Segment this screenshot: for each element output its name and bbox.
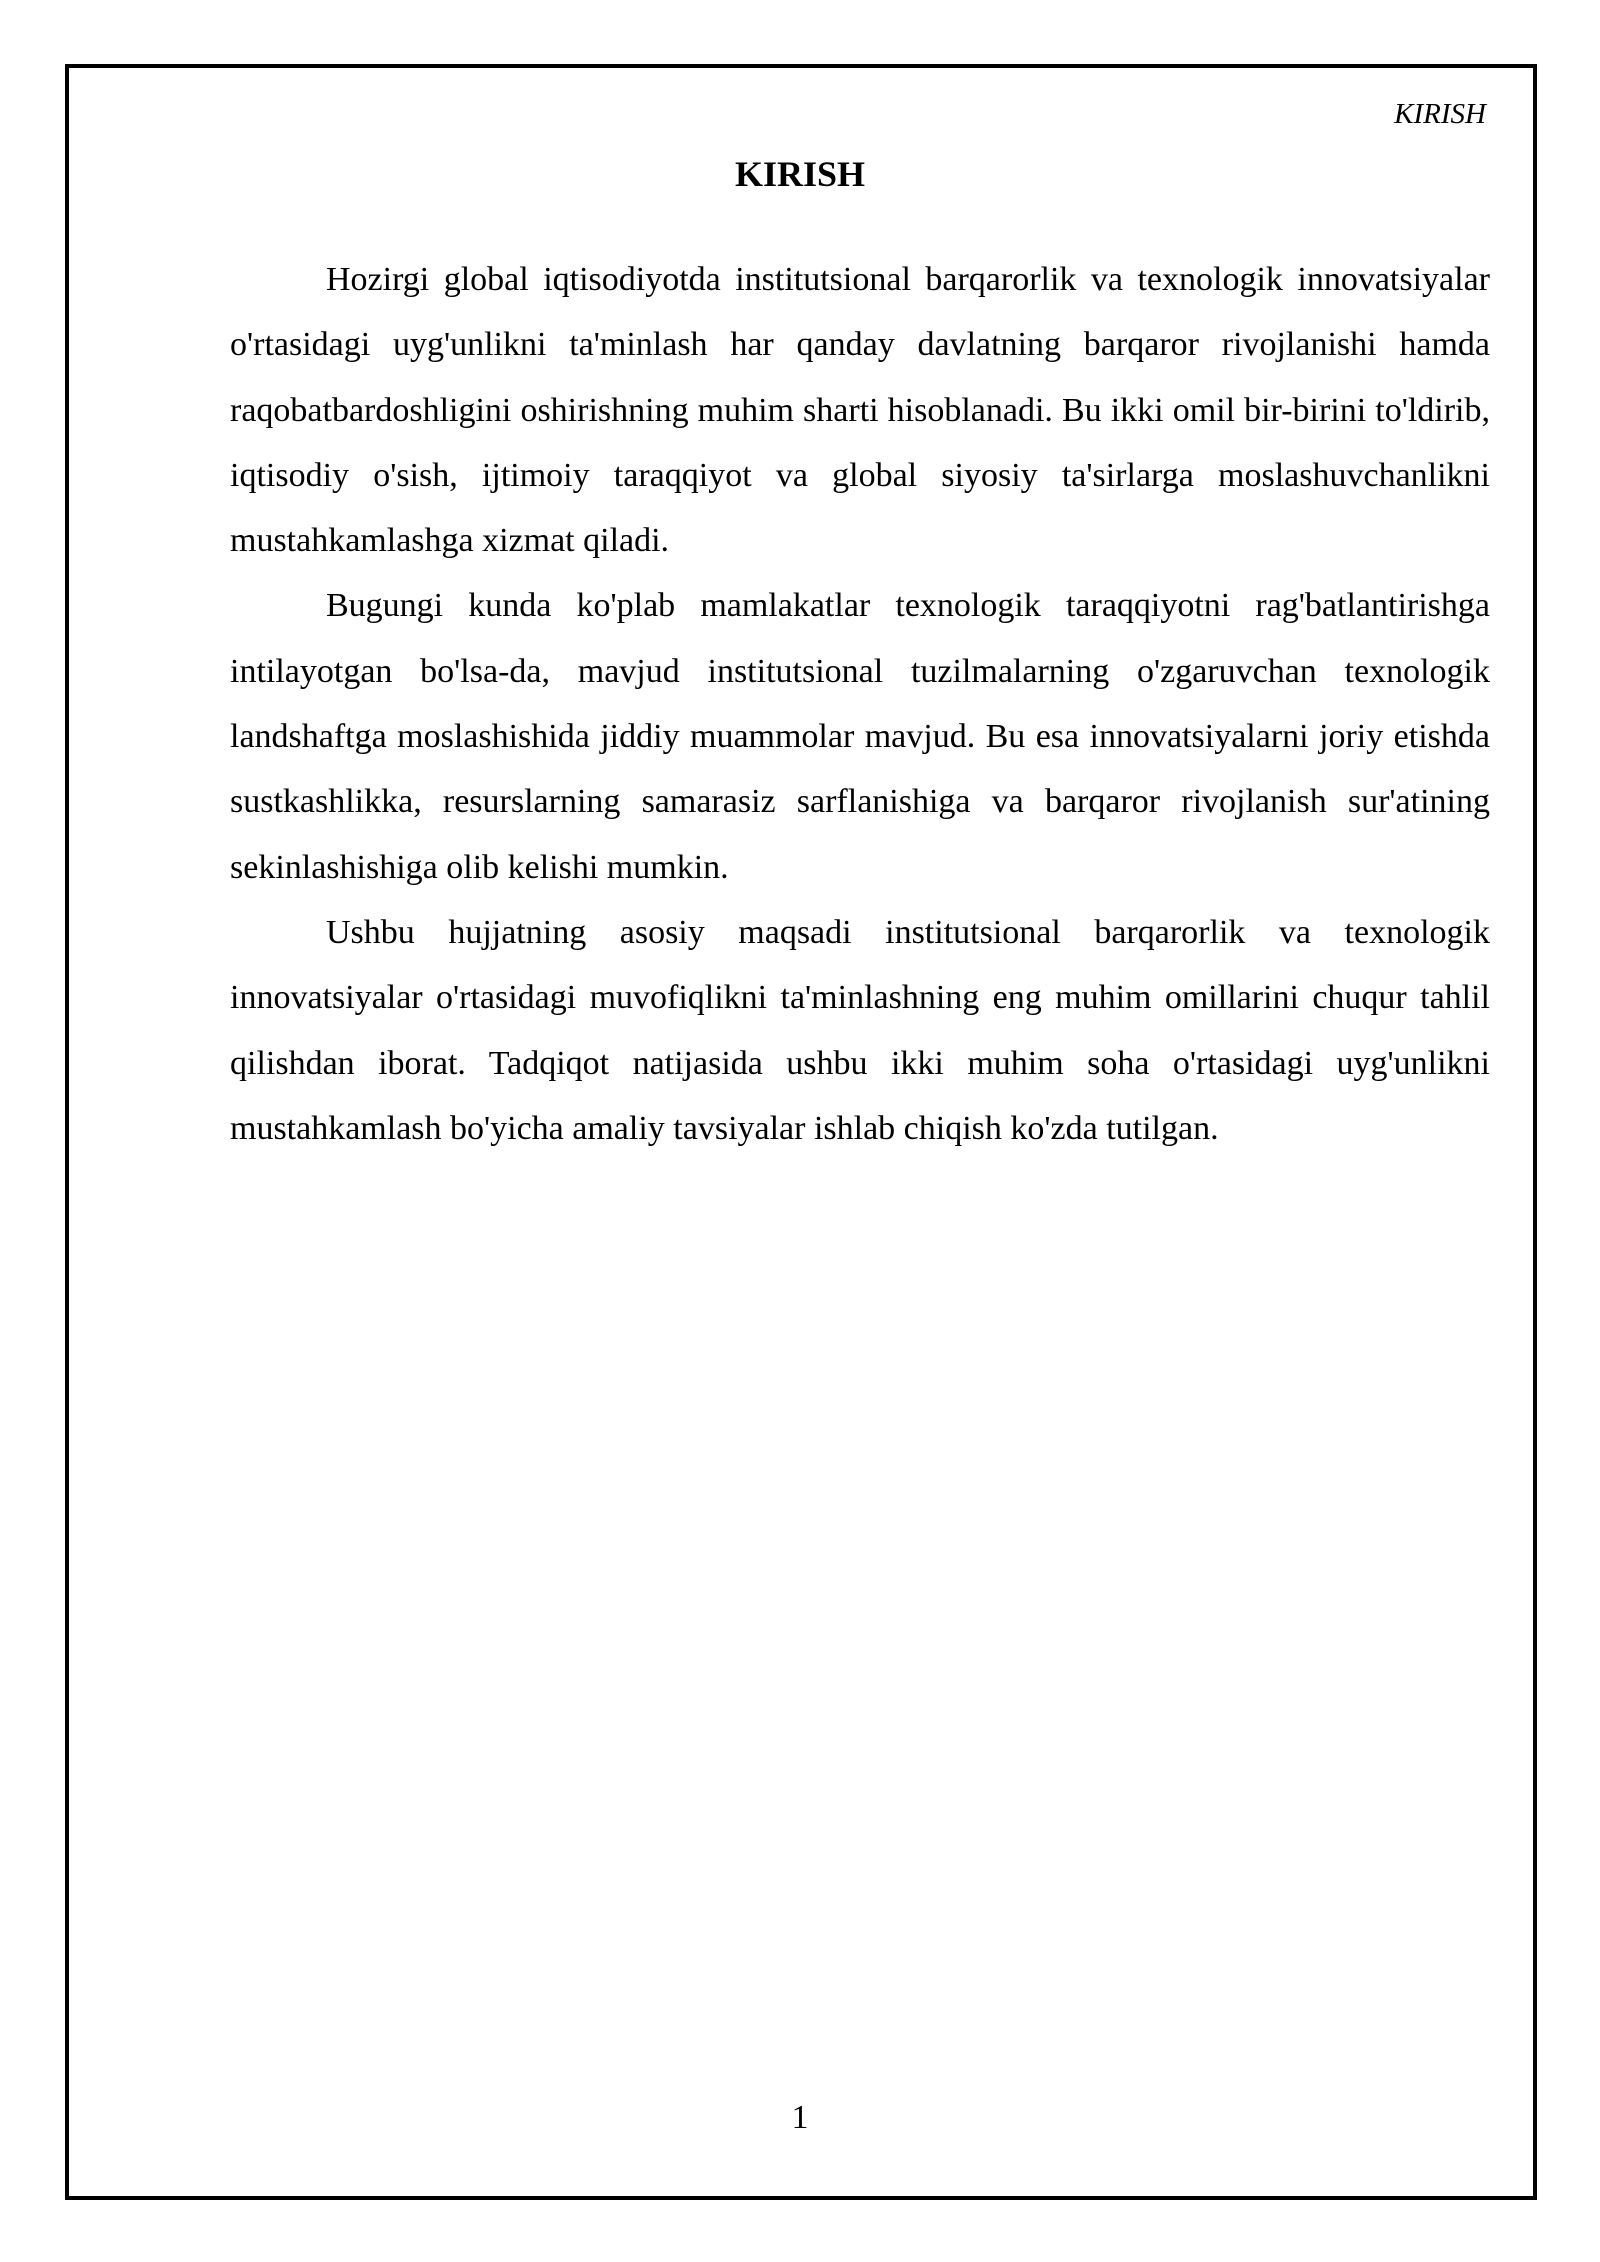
running-header: KIRISH <box>1394 98 1486 130</box>
paragraph-3: Ushbu hujjatning asosiy maqsadi institutsional barqarorlik va texnologik innovatsiyalar o'rtasidagi muvofiqlikni ta'minlashning eng muhim omillarini chuqur tahlil qilishdan iborat. Tadqiqot natijasida ushbu ikki muhim soha o'rtasidagi uyg'unlikni mustahkamlash bo'yicha amaliy tavsiyalar ishlab chiqish ko'zda tutilgan. <box>230 913 1490 1147</box>
document-body <box>230 247 1490 1161</box>
paragraph-1: Hozirgi global iqtisodiyotda institutsional barqarorlik va texnologik innovatsiyalar o'rtasidagi uyg'unlikni ta'minlash har qanday davlatning barqaror rivojlanishi hamda raqobatbardoshligini oshirishning muhim sharti hisoblanadi. Bu ikki omil bir-birini to'ldirib, iqtisodiy o'sish, ijtimoiy taraqqiyot va global siyosiy ta'sirlarga moslashuvchanlikni mustahkamlashga xizmat qiladi. <box>230 261 1490 560</box>
paragraph-2: Bugungi kunda ko'plab mamlakatlar texnologik taraqqiyotni rag'batlantirishga intilayotgan bo'lsa-da, mavjud institutsional tuzilmalarning o'zgaruvchan texnologik landshaftga moslashishida jiddiy muammolar mavjud. Bu esa innovatsiyalarni joriy etishda sustkashlikka, resurslarning samarasiz sarflanishiga va barqaror rivojlanish sur'atining sekinlashishiga olib kelishi mumkin. <box>230 587 1490 886</box>
document-title: KIRISH <box>734 154 866 194</box>
page-number: 1 <box>791 2099 809 2136</box>
